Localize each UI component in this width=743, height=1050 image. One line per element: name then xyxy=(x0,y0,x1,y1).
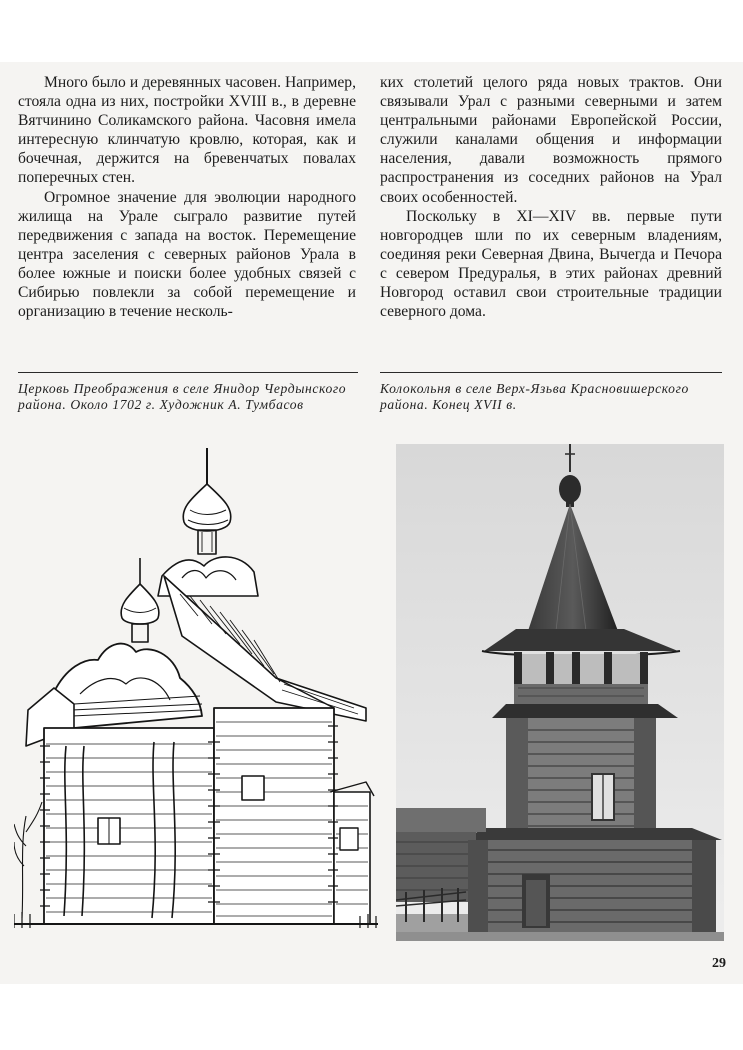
page-number: 29 xyxy=(712,956,726,971)
caption-rule-left xyxy=(18,372,358,373)
paragraph-chapels: Много было и деревянных часовен. Например, стояла одна из них, постройки XVIII в., в деревне Вятчинино Соликамского района. Часовня имела интересную клинчатую кровлю, которая, как и бочечная, держится на бревенчатых повалах поперечных стен. xyxy=(18,74,356,187)
text-column-left xyxy=(18,73,356,321)
text-column-right xyxy=(380,73,722,321)
paragraph-novgorod: Поскольку в XI—XIV вв. первые пути новгородцев шли по их северным владениям, соединяя реки Северная Двина, Вычегда и Печора с севером Предуралья, в этих районах древний Новгород оставил свои строительные традиции северного дома. xyxy=(380,207,722,321)
paragraph-routes-continued: ких столетий целого ряда новых трактов. Они связывали Урал с разными северными и затем центральными районами Европейской России, служили каналами общения и информации населения, давали возможность прямого распространения из соседних районов на Урал своих особенностей. xyxy=(380,74,722,206)
caption-church: Церковь Преображения в селе Янидор Чердынского района. Около 1702 г. Художник А. Тумбасов xyxy=(18,381,347,412)
bell-tower-photo xyxy=(396,444,724,941)
paragraph-routes: Огромное значение для эволюции народного жилища на Урале сыграло развитие путей передвижения с запада на восток. Перемещение центра заселения с северных районов Урала в более южные и поиски более удобных связей с Сибирью повлекли за собой перемещение и организацию в течение несколь- xyxy=(18,188,356,321)
church-drawing xyxy=(14,446,378,941)
caption-bell-tower: Колокольня в селе Верх-Язьва Красновишерского района. Конец XVII в. xyxy=(380,381,689,412)
caption-rule-right xyxy=(380,372,722,373)
